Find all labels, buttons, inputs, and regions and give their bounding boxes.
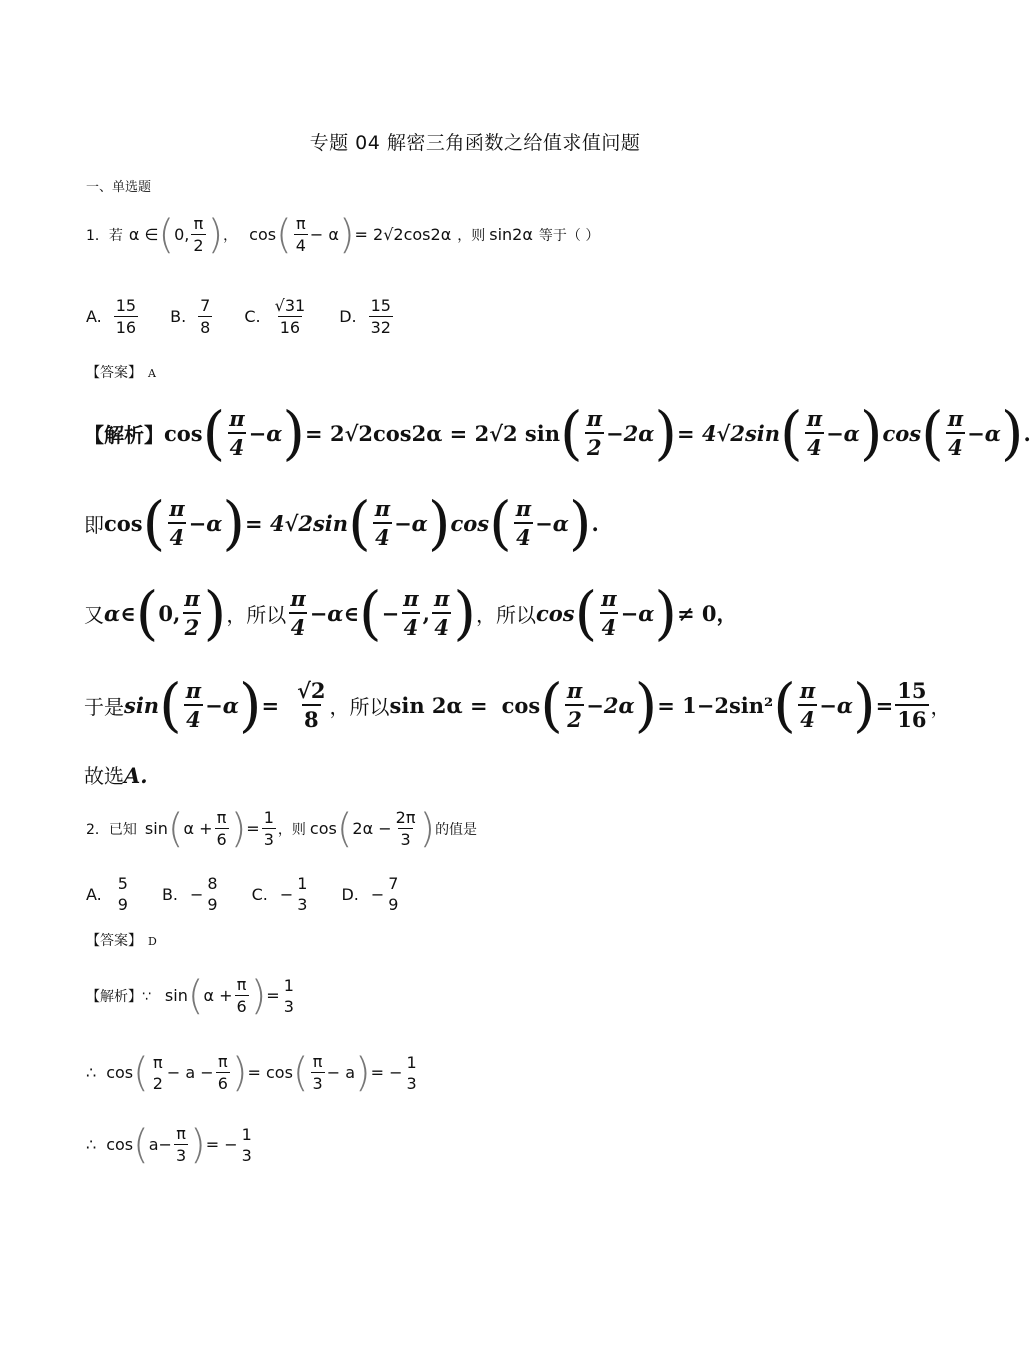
q1-minus-alpha: − α: [309, 225, 339, 244]
q1-then: ，则: [457, 227, 486, 244]
q1-analysis-line-2: 即 cos ( $\frac{\pi}{4}$ −α ) = 4√2sin ( $\frac{\pi}{4}$ −α ) cos ( $\frac{\pi}{4}$ −α ) .: [84, 489, 599, 557]
q2-sin: sin: [144, 819, 168, 838]
q1-analysis-line-5: 故选A.: [84, 763, 148, 788]
q2-options: [86, 874, 432, 914]
q1-comma: ，: [223, 227, 238, 244]
q2-cos: cos: [309, 819, 337, 838]
paren: (: [276, 211, 292, 258]
q2-analysis-step-1: ∴ cos ( π 2 − a − $\frac{\pi}{6}$ ) = cos ( $\frac{\pi}{3}$ − a ) = − 1 3: [86, 1049, 417, 1096]
q1-condition: α ∈: [128, 225, 159, 244]
question-2: [86, 805, 478, 852]
q2-fraction-1-3: $\frac{1}{3}$: [263, 808, 274, 849]
q1-fraction-pi-4: $\frac{\pi}{4}$: [295, 214, 306, 255]
q1-ask: 等于（ ）: [538, 227, 600, 244]
q1-interval-start: 0,: [174, 225, 190, 244]
q2-eq: =: [246, 819, 260, 838]
paren: ): [207, 211, 224, 258]
q1-answer: 【答案】 A: [86, 365, 156, 381]
q2-fraction-2pi-3: $\frac{2\pi}{3}$: [395, 808, 416, 849]
q1-rhs: = 2√2cos2α: [354, 225, 452, 244]
q2-alpha-plus: α +: [183, 819, 213, 838]
q1-sin2a: sin2α: [489, 225, 533, 244]
q2-option-d: D. − 7 9: [341, 874, 399, 914]
analysis-label: 【解析】∵: [86, 988, 151, 1005]
analysis-label: 【解析】: [84, 422, 164, 447]
paren: (: [158, 211, 175, 258]
paren: (: [336, 805, 353, 852]
q2-analysis-step-2: ∴ cos ( a − $\frac{\pi}{3}$ ) = − 1 3: [86, 1121, 252, 1168]
q2-option-b: B. − 8 9: [161, 874, 218, 914]
paren: ): [338, 211, 355, 258]
question-1: [86, 211, 600, 258]
q1-options: [86, 296, 425, 337]
paren: ): [230, 805, 247, 852]
q1-option-b: B. $\frac{7}{8}$: [170, 296, 211, 337]
q1-analysis-line-1: 【解析】 cos ( $\frac{\pi}{4}$ −α ) = 2√2cos2α = 2√2 sin ( $\frac{\pi}{2}$ −2α ) = 4√2sin ( $\frac{\pi}{4}$ −α ) cos ( $\frac{\pi}{4}$ −α ) .: [84, 399, 1031, 467]
q1-fraction-pi-2: $\frac{\pi}{2}$: [193, 214, 204, 255]
q1-cos: cos: [249, 225, 277, 244]
q2-ask: 的值是: [435, 821, 478, 838]
paren: (: [167, 805, 184, 852]
page-title: 专题 04 解密三角函数之给值求值问题: [309, 132, 641, 154]
q1-prefix: 1．若: [86, 227, 123, 244]
q1-analysis-line-4: 于是 sin ( $\frac{\pi}{4}$ −α ) = $\frac{√2}{8}$ ，所以 sin 2α = cos ( $\frac{\pi}{2}$ −2α ) = 1−2sin² ( $\frac{\pi}{4}$ −α ) = $\frac{15}{16}$ ，: [84, 671, 951, 739]
q1-option-d: D. $\frac{15}{32}$: [339, 296, 391, 337]
section-heading: 一、单选题: [86, 180, 152, 195]
q2-then: ，则: [277, 821, 306, 838]
q1-analysis-line-3: 又 α∈ ( 0, $\frac{\pi}{2}$ ) ，所以 $\frac{\pi}{4}$ −α∈ ( − $\frac{\pi}{4}$ , $\frac{\pi}{4}$ ) ，所以 cos ( $\frac{\pi}{4}$ −α ) ≠ 0，: [84, 579, 738, 647]
q2-option-a: A. 5 9: [86, 874, 128, 914]
q2-fraction-pi-6: $\frac{\pi}{6}$: [216, 808, 227, 849]
q1-option-c: C. $\frac{√31}{16}$: [244, 296, 306, 337]
q2-analysis-given: 【解析】∵ sin ( α + $\frac{\pi}{6}$ ) = 1 3: [86, 972, 294, 1019]
q2-two-alpha-minus: 2α −: [352, 819, 392, 838]
q2-answer: 【答案】 D: [86, 933, 157, 949]
q2-prefix: 2．已知: [86, 821, 137, 838]
q2-option-c: C. − 1 3: [251, 874, 308, 914]
q1-option-a: A. $\frac{15}{16}$: [86, 296, 137, 337]
paren: ): [419, 805, 436, 852]
